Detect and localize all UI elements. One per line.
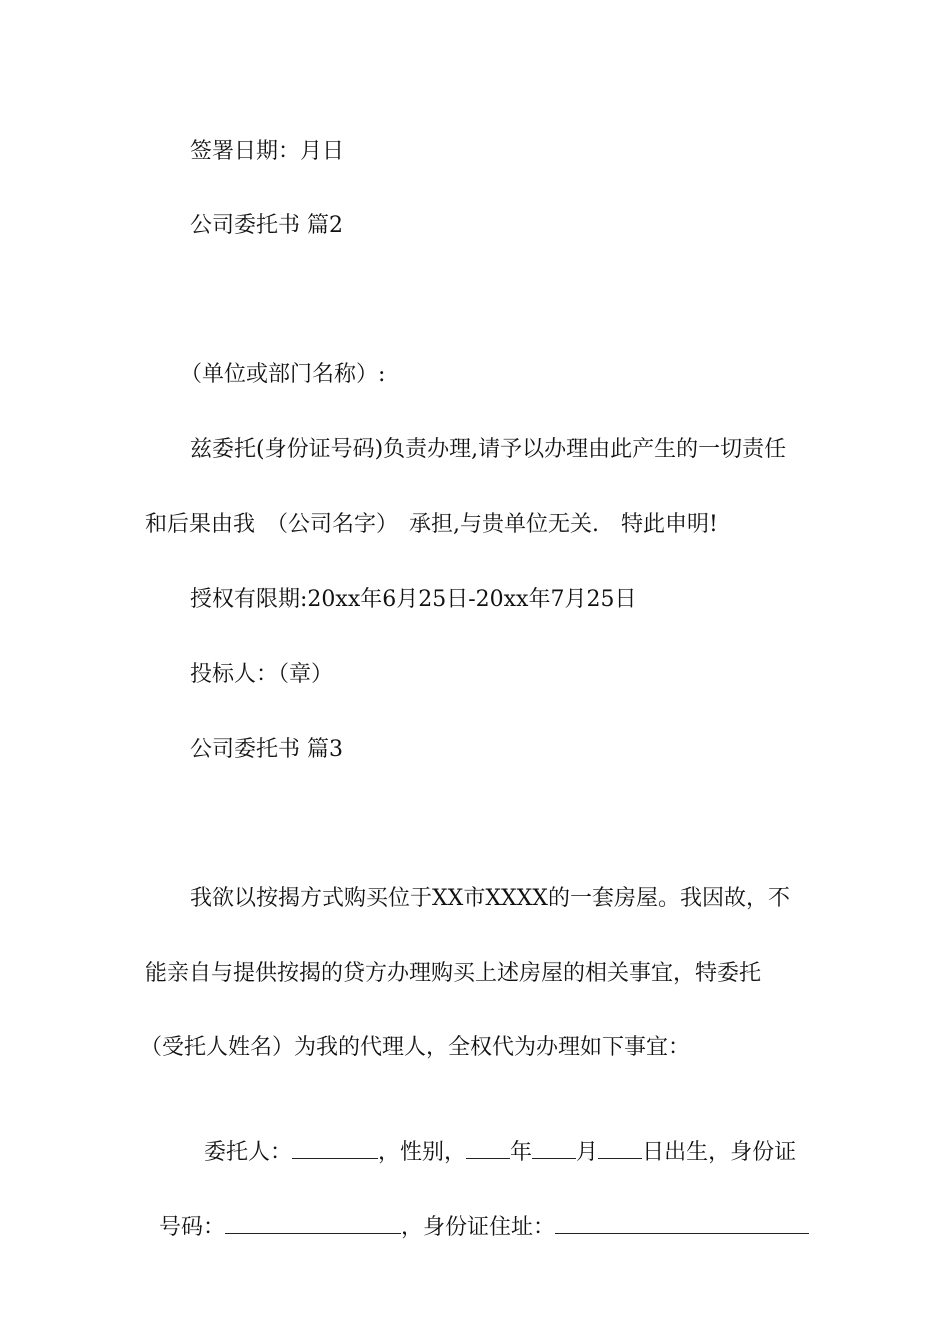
- id-address-blank[interactable]: [555, 1213, 809, 1234]
- month-label: 月: [576, 1140, 599, 1165]
- section-heading-2: 公司委托书 篇2: [190, 213, 343, 238]
- paragraph-line: 我欲以按揭方式购买位于XX市XXXX的一套房屋。我因故，不: [190, 886, 790, 911]
- id-address-label: ，身份证住址：: [401, 1215, 556, 1240]
- paragraph-line: 能亲自与提供按揭的贷方办理购买上述房屋的相关事宜，特委托: [145, 961, 762, 986]
- signing-date: 签署日期：月日: [190, 139, 345, 164]
- principal-label: 委托人：: [204, 1140, 293, 1165]
- principal-info-line: [190, 1108, 796, 1168]
- birth-id-label: 日出生，身份证: [642, 1140, 797, 1165]
- gender-blank[interactable]: [466, 1138, 510, 1159]
- paragraph-line: 和后果由我 （公司名字） 承担,与贵单位无关. 特此申明!: [145, 512, 718, 537]
- birth-month-blank[interactable]: [532, 1138, 576, 1159]
- paragraph-line: （受托人姓名）为我的代理人，全权代为办理如下事宜：: [140, 1035, 691, 1060]
- birth-day-blank[interactable]: [598, 1138, 642, 1159]
- id-info-line: [145, 1183, 809, 1243]
- id-number-blank[interactable]: [225, 1213, 401, 1234]
- addressee-unit: （单位或部门名称）:: [180, 362, 386, 387]
- bidder-seal: 投标人：（章）: [190, 662, 334, 687]
- section-heading-3: 公司委托书 篇3: [190, 737, 343, 762]
- authorization-period: 授权有限期:20xx年6月25日-20xx年7月25日: [190, 587, 637, 612]
- paragraph-line: 兹委托(身份证号码)负责办理,请予以办理由此产生的一切责任: [190, 437, 787, 462]
- id-number-label: 号码：: [159, 1215, 226, 1240]
- year-label: 年: [510, 1140, 533, 1165]
- principal-name-blank[interactable]: [292, 1138, 378, 1159]
- gender-label: ，性别，: [378, 1140, 467, 1165]
